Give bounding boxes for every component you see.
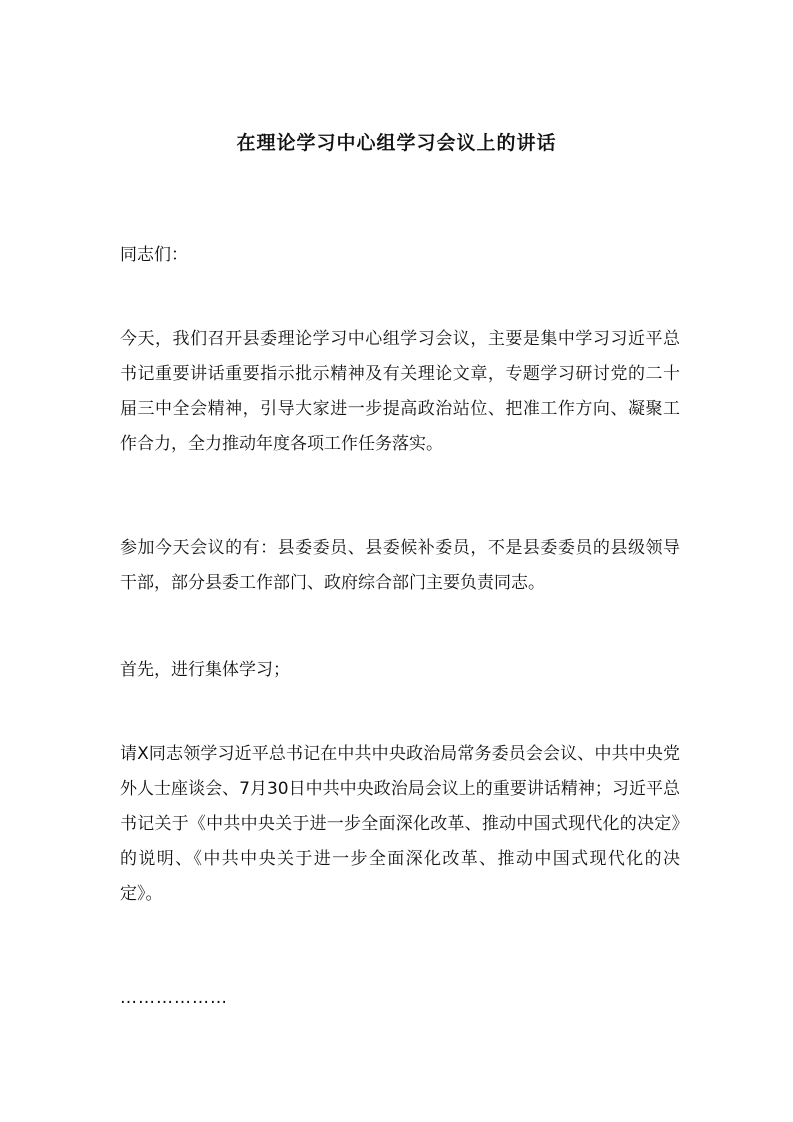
study-paragraph: 请X同志领学习近平总书记在中共中央政治局常务委员会会议、中共中央党外人士座谈会、7月30日中共中央政治局会议上的重要讲话精神；习近平总书记关于《中共中央关于进一步全面深化改革、推动中国式现代化的决定》的说明、《中共中央关于进一步全面深化改革、推动中国式现代化的决定》。 [120,744,680,904]
document-title: 在理论学习中心组学习会议上的讲话 [236,132,557,154]
salutation-paragraph: 同志们： [120,245,188,265]
first-step-paragraph: 首先，进行集体学习； [120,660,290,680]
attendees-paragraph: 参加今天会议的有：县委委员、县委候补委员，不是县委委员的县级领导干部，部分县委工作部门、政府综合部门主要负责同志。 [120,538,680,593]
ellipsis-paragraph: ……………… [120,988,228,1008]
intro-paragraph: 今天，我们召开县委理论学习中心组学习会议，主要是集中学习习近平总书记重要讲话重要指示批示精神及有关理论文章，专题学习研讨党的二十届三中全会精神，引导大家进一步提高政治站位、把准工作方向、凝聚工作合力，全力推动年度各项工作任务落实。 [120,329,680,454]
